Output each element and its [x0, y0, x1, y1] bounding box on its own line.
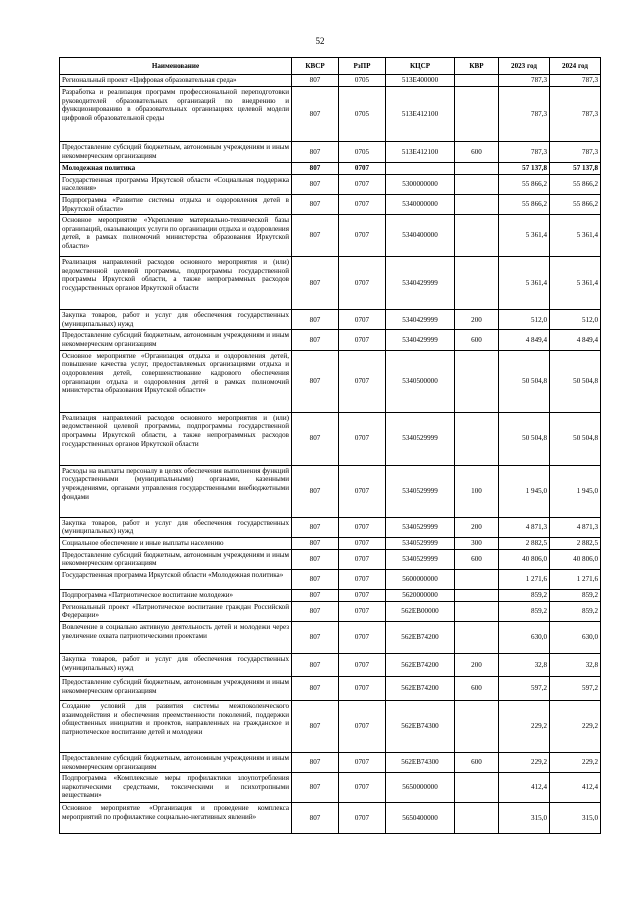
cell-2023: 229,2	[499, 700, 550, 752]
cell-2024: 229,2	[550, 700, 601, 752]
cell-kcsr: 5620000000	[386, 589, 455, 601]
cell-kvr: 100	[455, 465, 499, 517]
cell-2024: 1 945,0	[550, 465, 601, 517]
table-header-row	[60, 58, 601, 75]
cell-kvsr: 807	[292, 87, 339, 142]
cell-kcsr: 5340529999	[386, 412, 455, 465]
table-row	[60, 87, 601, 142]
cell-2023: 32,8	[499, 653, 550, 676]
table-row	[60, 75, 601, 87]
header-2023: 2023 год	[499, 58, 550, 75]
cell-kcsr: 562EB74200	[386, 621, 455, 653]
cell-kcsr: 562EB74300	[386, 752, 455, 772]
cell-kcsr: 562EB74200	[386, 676, 455, 700]
cell-kvr: 600	[455, 330, 499, 350]
cell-2024: 40 806,0	[550, 549, 601, 569]
cell-kcsr: 5600000000	[386, 569, 455, 589]
cell-kvsr: 807	[292, 350, 339, 412]
cell-kvsr: 807	[292, 163, 339, 175]
cell-2023: 315,0	[499, 803, 550, 834]
cell-name: Разработка и реализация программ профессиональной переподготовки руководителей образовательных организаций по внедрению и функционированию в образовательных организациях целевой модели цифровой образовательной среды	[60, 87, 292, 142]
cell-rzpr: 0707	[339, 700, 386, 752]
cell-kvsr: 807	[292, 215, 339, 257]
cell-2024: 50 504,8	[550, 350, 601, 412]
cell-rzpr: 0707	[339, 350, 386, 412]
cell-kvr	[455, 569, 499, 589]
table-row	[60, 676, 601, 700]
cell-2023: 787,3	[499, 75, 550, 87]
budget-table	[59, 57, 601, 834]
cell-kvsr: 807	[292, 752, 339, 772]
cell-kcsr: 5340429999	[386, 310, 455, 330]
cell-kcsr: 5650400000	[386, 803, 455, 834]
cell-rzpr: 0707	[339, 465, 386, 517]
cell-kvr	[455, 163, 499, 175]
cell-kvr: 200	[455, 310, 499, 330]
cell-kvsr: 807	[292, 310, 339, 330]
header-2024: 2024 год	[550, 58, 601, 75]
cell-kcsr: 5340429999	[386, 330, 455, 350]
table-row	[60, 653, 601, 676]
cell-kvsr: 807	[292, 601, 339, 621]
cell-2024: 57 137,8	[550, 163, 601, 175]
cell-2023: 787,3	[499, 142, 550, 163]
cell-2023: 2 882,5	[499, 538, 550, 550]
cell-rzpr: 0707	[339, 517, 386, 537]
cell-kcsr: 5340529999	[386, 549, 455, 569]
header-kcsr: КЦСР	[386, 58, 455, 75]
cell-rzpr: 0707	[339, 412, 386, 465]
cell-kvr	[455, 773, 499, 803]
cell-2024: 412,4	[550, 773, 601, 803]
cell-kvr	[455, 601, 499, 621]
cell-kvr: 200	[455, 517, 499, 537]
cell-name: Молодежная политика	[60, 163, 292, 175]
cell-2024: 630,0	[550, 621, 601, 653]
table-row	[60, 601, 601, 621]
cell-kcsr: 5650000000	[386, 773, 455, 803]
cell-kvsr: 807	[292, 75, 339, 87]
table-row	[60, 569, 601, 589]
cell-kvsr: 807	[292, 676, 339, 700]
cell-rzpr: 0707	[339, 676, 386, 700]
table-row	[60, 549, 601, 569]
cell-2024: 229,2	[550, 752, 601, 772]
cell-kcsr: 5340429999	[386, 257, 455, 310]
cell-kcsr: 562EB00000	[386, 601, 455, 621]
table-row	[60, 700, 601, 752]
cell-kvr	[455, 350, 499, 412]
cell-name: Предоставление субсидий бюджетным, автономным учреждениям и иным некоммерческим организациям	[60, 676, 292, 700]
cell-2024: 787,3	[550, 87, 601, 142]
cell-kcsr: 5340529999	[386, 465, 455, 517]
cell-kcsr: 5340529999	[386, 538, 455, 550]
cell-2023: 859,2	[499, 601, 550, 621]
cell-rzpr: 0707	[339, 773, 386, 803]
cell-kcsr: 5300000000	[386, 174, 455, 194]
cell-name: Реализация направлений расходов основного мероприятия и (или) ведомственной целевой программы, подпрограммы государственной программы Иркутской области, а также непрограммных расходов государственных органов Иркутской области	[60, 257, 292, 310]
cell-name: Вовлечение в социально активную деятельность детей и молодежи через увеличение охвата патриотическими проектами	[60, 621, 292, 653]
cell-2023: 597,2	[499, 676, 550, 700]
cell-kvr: 600	[455, 752, 499, 772]
cell-name: Государственная программа Иркутской области «Социальная поддержка населения»	[60, 174, 292, 194]
cell-kcsr: 562EB74200	[386, 653, 455, 676]
table-row	[60, 589, 601, 601]
cell-name: Реализация направлений расходов основного мероприятия и (или) ведомственной целевой программы, подпрограммы государственной программы Иркутской области, а также непрограммных расходов государственных органов Иркутской области	[60, 412, 292, 465]
cell-2023: 5 361,4	[499, 257, 550, 310]
cell-2024: 597,2	[550, 676, 601, 700]
cell-name: Закупка товаров, работ и услуг для обеспечения государственных (муниципальных) нужд	[60, 653, 292, 676]
cell-name: Закупка товаров, работ и услуг для обеспечения государственных (муниципальных) нужд	[60, 310, 292, 330]
cell-rzpr: 0707	[339, 310, 386, 330]
cell-kvsr: 807	[292, 257, 339, 310]
cell-kvsr: 807	[292, 803, 339, 834]
header-name: Наименование	[60, 58, 292, 75]
cell-kvsr: 807	[292, 621, 339, 653]
cell-kvr: 600	[455, 142, 499, 163]
cell-2024: 4 871,3	[550, 517, 601, 537]
cell-name: Подпрограмма «Комплексные меры профилактики злоупотребления наркотическими средствами, токсическими и психотропными веществами»	[60, 773, 292, 803]
cell-kcsr: 5340529999	[386, 517, 455, 537]
cell-rzpr: 0705	[339, 87, 386, 142]
cell-rzpr: 0707	[339, 653, 386, 676]
cell-2023: 229,2	[499, 752, 550, 772]
cell-kvsr: 807	[292, 549, 339, 569]
cell-2023: 787,3	[499, 87, 550, 142]
table-row	[60, 174, 601, 194]
table-row	[60, 163, 601, 175]
cell-2023: 50 504,8	[499, 412, 550, 465]
cell-2023: 1 945,0	[499, 465, 550, 517]
cell-2024: 5 361,4	[550, 257, 601, 310]
cell-kvr	[455, 75, 499, 87]
cell-2023: 630,0	[499, 621, 550, 653]
table-row	[60, 215, 601, 257]
cell-name: Предоставление субсидий бюджетным, автономным учреждениям и иным некоммерческим организациям	[60, 330, 292, 350]
cell-2023: 40 806,0	[499, 549, 550, 569]
cell-kvr	[455, 412, 499, 465]
cell-kvr: 300	[455, 538, 499, 550]
cell-rzpr: 0707	[339, 803, 386, 834]
cell-kvr: 200	[455, 653, 499, 676]
cell-kvr	[455, 215, 499, 257]
cell-kvsr: 807	[292, 330, 339, 350]
cell-kvsr: 807	[292, 412, 339, 465]
cell-kvsr: 807	[292, 538, 339, 550]
cell-2024: 4 849,4	[550, 330, 601, 350]
cell-kvsr: 807	[292, 465, 339, 517]
cell-2024: 1 271,6	[550, 569, 601, 589]
cell-name: Создание условий для развития системы межпоколенческого взаимодействия и обеспечения преемственности поколений, поддержки общественных инициатив и проектов, направленных на гражданское и патриотическое воспитание детей и молодежи	[60, 700, 292, 752]
table-row	[60, 465, 601, 517]
cell-2023: 55 866,2	[499, 174, 550, 194]
cell-kvr	[455, 589, 499, 601]
cell-2023: 512,0	[499, 310, 550, 330]
table-row	[60, 752, 601, 772]
cell-name: Предоставление субсидий бюджетным, автономным учреждениям и иным некоммерческим организациям	[60, 142, 292, 163]
cell-kvr	[455, 174, 499, 194]
cell-kcsr: 513E412100	[386, 142, 455, 163]
cell-kcsr: 513E400000	[386, 75, 455, 87]
cell-2024: 859,2	[550, 601, 601, 621]
page-number: 52	[315, 36, 325, 46]
cell-rzpr: 0707	[339, 330, 386, 350]
table-row	[60, 412, 601, 465]
cell-2024: 2 882,5	[550, 538, 601, 550]
cell-name: Основное мероприятие «Укрепление материально-технической базы организаций, оказывающих услуги по организации отдыха и оздоровления детей, в рамках полномочий министерства образования Иркутской области»	[60, 215, 292, 257]
table-row	[60, 517, 601, 537]
cell-2023: 57 137,8	[499, 163, 550, 175]
cell-rzpr: 0707	[339, 549, 386, 569]
cell-rzpr: 0707	[339, 257, 386, 310]
cell-kcsr: 5340500000	[386, 350, 455, 412]
cell-2023: 4 849,4	[499, 330, 550, 350]
cell-name: Региональный проект «Цифровая образовательная среда»	[60, 75, 292, 87]
cell-rzpr: 0707	[339, 569, 386, 589]
cell-kcsr: 5340000000	[386, 194, 455, 214]
table-body	[60, 75, 601, 834]
cell-kvr	[455, 87, 499, 142]
cell-kvr	[455, 257, 499, 310]
cell-rzpr: 0707	[339, 538, 386, 550]
cell-2024: 859,2	[550, 589, 601, 601]
cell-kcsr	[386, 163, 455, 175]
cell-rzpr: 0707	[339, 601, 386, 621]
table-row	[60, 330, 601, 350]
cell-name: Основное мероприятие «Организация и проведение комплекса мероприятий по профилактике социально-негативных явлений»	[60, 803, 292, 834]
table-row	[60, 257, 601, 310]
cell-kvsr: 807	[292, 589, 339, 601]
cell-kvr: 600	[455, 676, 499, 700]
cell-rzpr: 0707	[339, 163, 386, 175]
cell-name: Государственная программа Иркутской области «Молодежная политика»	[60, 569, 292, 589]
cell-2023: 5 361,4	[499, 215, 550, 257]
cell-rzpr: 0707	[339, 215, 386, 257]
cell-2023: 412,4	[499, 773, 550, 803]
table-row	[60, 142, 601, 163]
cell-2023: 859,2	[499, 589, 550, 601]
cell-kvr	[455, 621, 499, 653]
cell-kvsr: 807	[292, 700, 339, 752]
cell-name: Подпрограмма «Патриотическое воспитание молодежи»	[60, 589, 292, 601]
cell-name: Основное мероприятие «Организация отдыха и оздоровления детей, повышение качества услуг, предоставляемых организациями отдыха и оздоровления детей, совершенствование кадрового обеспечения организации отдыха и оздоровления детей в рамках полномочий министерства образования Иркутской области»	[60, 350, 292, 412]
cell-kvsr: 807	[292, 142, 339, 163]
cell-name: Предоставление субсидий бюджетным, автономным учреждениям и иным некоммерческим организациям	[60, 549, 292, 569]
cell-2023: 50 504,8	[499, 350, 550, 412]
header-kvr: КВР	[455, 58, 499, 75]
cell-name: Расходы на выплаты персоналу в целях обеспечения выполнения функций государственными (муниципальными) органами, казенными учреждениями, органами управления государственными внебюджетными фондами	[60, 465, 292, 517]
cell-kcsr: 562EB74300	[386, 700, 455, 752]
cell-name: Закупка товаров, работ и услуг для обеспечения государственных (муниципальных) нужд	[60, 517, 292, 537]
cell-2024: 55 866,2	[550, 194, 601, 214]
cell-kcsr: 513E412100	[386, 87, 455, 142]
cell-2023: 1 271,6	[499, 569, 550, 589]
cell-kvsr: 807	[292, 653, 339, 676]
cell-kvsr: 807	[292, 174, 339, 194]
table-row	[60, 803, 601, 834]
cell-name: Социальное обеспечение и иные выплаты населению	[60, 538, 292, 550]
cell-2024: 5 361,4	[550, 215, 601, 257]
cell-rzpr: 0707	[339, 621, 386, 653]
cell-rzpr: 0705	[339, 142, 386, 163]
cell-rzpr: 0707	[339, 174, 386, 194]
cell-2023: 55 866,2	[499, 194, 550, 214]
cell-kvsr: 807	[292, 194, 339, 214]
cell-kvsr: 807	[292, 773, 339, 803]
cell-2024: 50 504,8	[550, 412, 601, 465]
table-row	[60, 773, 601, 803]
cell-name: Подпрограмма «Развитие системы отдыха и оздоровления детей в Иркутской области»	[60, 194, 292, 214]
cell-kcsr: 5340400000	[386, 215, 455, 257]
cell-2024: 315,0	[550, 803, 601, 834]
table-row	[60, 350, 601, 412]
cell-name: Предоставление субсидий бюджетным, автономным учреждениям и иным некоммерческим организациям	[60, 752, 292, 772]
header-kvsr: КВСР	[292, 58, 339, 75]
cell-rzpr: 0707	[339, 589, 386, 601]
cell-rzpr: 0707	[339, 194, 386, 214]
table-row	[60, 310, 601, 330]
cell-rzpr: 0707	[339, 752, 386, 772]
cell-kvr	[455, 700, 499, 752]
cell-2023: 4 871,3	[499, 517, 550, 537]
cell-kvr: 600	[455, 549, 499, 569]
table-row	[60, 621, 601, 653]
cell-2024: 55 866,2	[550, 174, 601, 194]
cell-2024: 787,3	[550, 75, 601, 87]
cell-kvr	[455, 194, 499, 214]
header-rzpr: РзПР	[339, 58, 386, 75]
table-row	[60, 538, 601, 550]
cell-2024: 512,0	[550, 310, 601, 330]
cell-kvr	[455, 803, 499, 834]
cell-rzpr: 0705	[339, 75, 386, 87]
table-row	[60, 194, 601, 214]
cell-name: Региональный проект «Патриотическое воспитание граждан Российской Федерации»	[60, 601, 292, 621]
cell-kvsr: 807	[292, 517, 339, 537]
cell-2024: 32,8	[550, 653, 601, 676]
cell-2024: 787,3	[550, 142, 601, 163]
cell-kvsr: 807	[292, 569, 339, 589]
